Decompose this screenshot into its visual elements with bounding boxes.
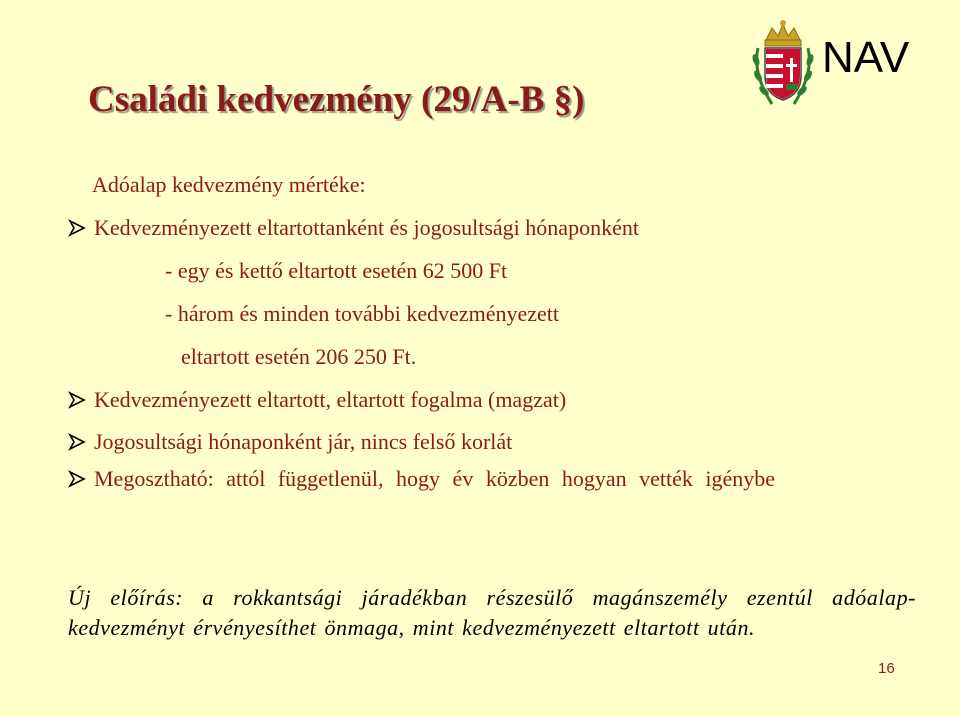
bullet-item-4 [68, 466, 911, 491]
nav-coat-of-arms-icon [748, 18, 818, 110]
sub-line-3: eltartott esetén 206 250 Ft. [181, 344, 417, 369]
arrowhead-bullet-icon [68, 433, 86, 451]
bullet-item-1 [68, 215, 639, 240]
arrowhead-bullet-icon [68, 219, 86, 237]
intro-line: Adóalap kedvezmény mértéke: [92, 172, 366, 197]
arrowhead-bullet-icon [68, 470, 86, 488]
arrowhead-bullet-icon [68, 391, 86, 409]
sub-line-2: - három és minden további kedvezményezett [165, 301, 560, 326]
bullet-text-3: Jogosultsági hónaponként jár, nincs felső korlát [94, 429, 513, 454]
new-rule-note: Új előírás: a rokkantsági járadékban részesülő magánszemély ezentúl adóalap-kedvezményt érvényesíthet önmaga, mint kedvezményezett eltartott után. [68, 585, 916, 640]
nav-logo-text: NAV [822, 33, 910, 82]
slide-title: Családi kedvezmény (29/A-B §) [88, 79, 585, 120]
page-number: 16 [878, 660, 895, 677]
sub-line-1: - egy és kettő eltartott esetén 62 500 Ft [165, 258, 508, 283]
bullet-item-3 [68, 429, 512, 454]
bullet-text-4: Megosztható: attól függetlenül, hogy év közben hogyan vették igénybe [94, 466, 776, 491]
bullet-text-2: Kedvezményezett eltartott, eltartott fogalma (magzat) [94, 387, 567, 412]
bullet-text-1: Kedvezményezett eltartottanként és jogosultsági hónaponként [94, 215, 639, 240]
bullet-item-2 [68, 387, 566, 412]
